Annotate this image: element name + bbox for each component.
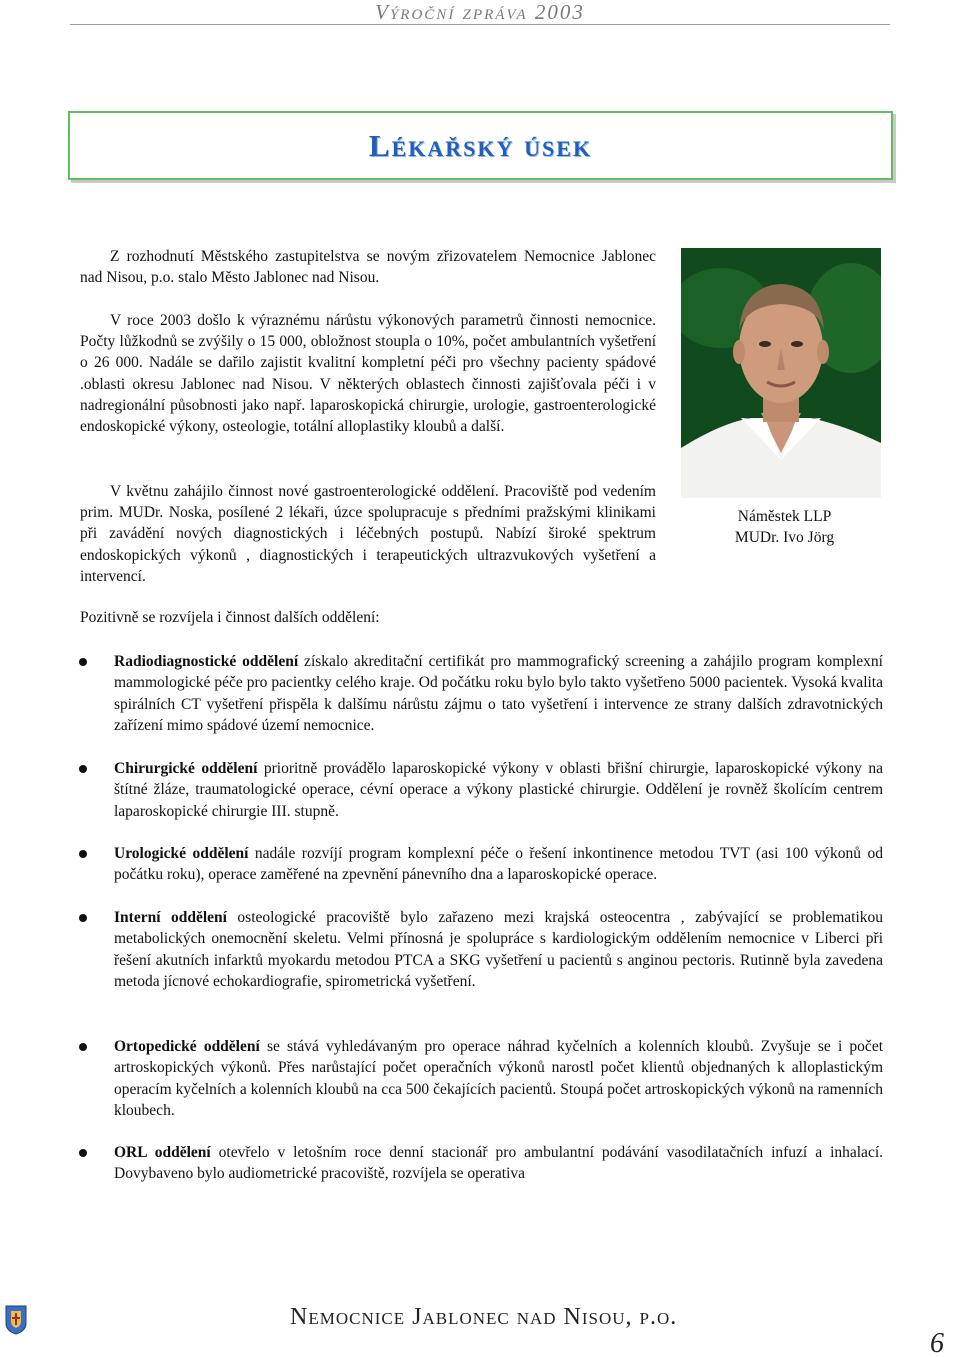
- department-text: otevřelo v letošním roce denní stacionář pro ambulantní podávání vasodilatačních infuzí a inhalací. Dovybaveno bylo audiometrické pracoviště, rozvíjela se operativa: [114, 1144, 883, 1183]
- department-item-urology: [114, 843, 883, 886]
- header-rule: [70, 24, 890, 25]
- department-text: prioritně provádělo laparoskopické výkony v oblasti břišní chirurgie, laparoskopické výkony na štítné žláze, traumatologické operace, cévní operace a výkony plastické chirurgie. Oddělení je rovněž školícím centrem laparoskopické chirurgie III. stupně.: [114, 760, 884, 820]
- page-number: 6: [930, 1328, 944, 1358]
- department-text: osteologické pracoviště bylo zařazeno mezi krajská osteocentra , zabývající se problematikou metabolických onemocnění skeletu. Velmi přínosná je spolupráce s kardiologickým oddělením nemocnice v Liberci při řešení akutních infarktů myokardu metodou PTCA a SKG vyšetření u pacientů s anginou pectoris. Rutinně byla zavedena metoda jícnové echokardiografie, spirometrická vyšetření.: [114, 909, 884, 990]
- intro-paragraph-1: Z rozhodnutí Městského zastupitelstva se novým zřizovatelem Nemocnice Jablonec nad Nisou, p.o. stalo Město Jablonec nad Nisou.: [80, 248, 656, 287]
- departments-intro: Pozitivně se rozvíjela i činnost dalších oddělení:: [80, 609, 380, 626]
- portrait-photo: [681, 248, 881, 498]
- department-item-orthopedics: [114, 1036, 883, 1121]
- bullet: [79, 850, 87, 858]
- department-text: se stává vyhledávaným pro operace náhrad kyčelních a kolenních kloubů. Zvyšuje se i počet artroskopických výkonů. Přes narůstající počet operačních výkonů narostl počet klientů objednaných k alloplastickým operacím kyčelních a kolenních kloubů na cca 500 čekajících pacientů. Stoupá počet artroskopických výkonů na ramenních kloubech.: [114, 1038, 884, 1119]
- department-name: Urologické oddělení: [114, 845, 249, 862]
- department-text: získalo akreditační certifikát pro mammografický screening a zahájilo program komplexní mammologické péče pro pacientky celého kraje. Od počátku roku bylo bylo takto vyšetřeno 5000 pacientek. Vysoká kvalita spirálních CT vyšetření přispěla k dalšímu nárůstu zájmu o tato vyšetření i intervence ze strany dalších zdravotnických zařízení mimo spádové území nemocnice.: [114, 653, 883, 734]
- intro-paragraph-2: V roce 2003 došlo k výraznému nárůstu výkonových parametrů činnosti nemocnice. Počty lůžkodnů se zvýšily o 15 000, obložnost stoupla o 10%, počet ambulantních vyšetření o 26 000. Nadále se dařilo zajistit kvalitní kompletní péči pro všechny pacienty spádové .oblasti okresu Jablonec nad Nisou. V některých oblastech činnosti zajišťovala péči i v nadregionální působnosti jako např. laparoskopická chirurgie, urologie, gastroenterologické endoskopické výkony, osteologie, totální alloplastiky kloubů a další.: [80, 312, 656, 436]
- intro-paragraph-3: V květnu zahájilo činnost nové gastroenterologické oddělení. Pracoviště pod vedením prim. MUDr. Noska, posílené 2 lékaři, úzce spolupracuje s předními pražskými klinikami při zavádění nových diagnostických i léčebných postupů. Nabízí široké spektrum endoskopických výkonů , diagnostických i terapeutických ultrazvukových vyšetření a intervencí.: [80, 483, 656, 585]
- department-name: Interní oddělení: [114, 909, 227, 926]
- bullet: [79, 1149, 87, 1157]
- department-item-internal: [114, 907, 883, 992]
- department-item-radiology: [114, 651, 883, 736]
- report-header: Výroční zpráva 2003: [375, 0, 585, 24]
- hospital-logo-icon: [5, 1305, 27, 1335]
- bullet: [79, 1043, 87, 1051]
- photo-caption: [712, 506, 857, 548]
- department-name: Chirurgické oddělení: [114, 760, 258, 777]
- footer-title: Nemocnice Jablonec nad Nisou, p.o.: [290, 1304, 678, 1330]
- department-text: nadále rozvíjí program komplexní péče o řešení inkontinence metodou TVT (asi 100 výkonů od počátku roku), operace zaměřené na zpevnění pánevního dna a laparoskopické operace.: [114, 845, 883, 884]
- department-item-ent: [114, 1142, 883, 1185]
- section-title: Lékařský úsek: [368, 127, 593, 163]
- caption-name: MUDr. Ivo Jörg: [734, 529, 835, 546]
- bullet: [79, 914, 87, 922]
- department-item-surgery: [114, 758, 883, 822]
- bullet: [79, 765, 87, 773]
- department-name: Radiodiagnostické oddělení: [114, 653, 299, 670]
- section-title-box: [68, 111, 893, 180]
- department-name: Ortopedické oddělení: [114, 1038, 260, 1055]
- bullet: [79, 658, 87, 666]
- department-name: ORL oddělení: [114, 1144, 211, 1161]
- caption-role: Náměstek LLP: [737, 508, 832, 525]
